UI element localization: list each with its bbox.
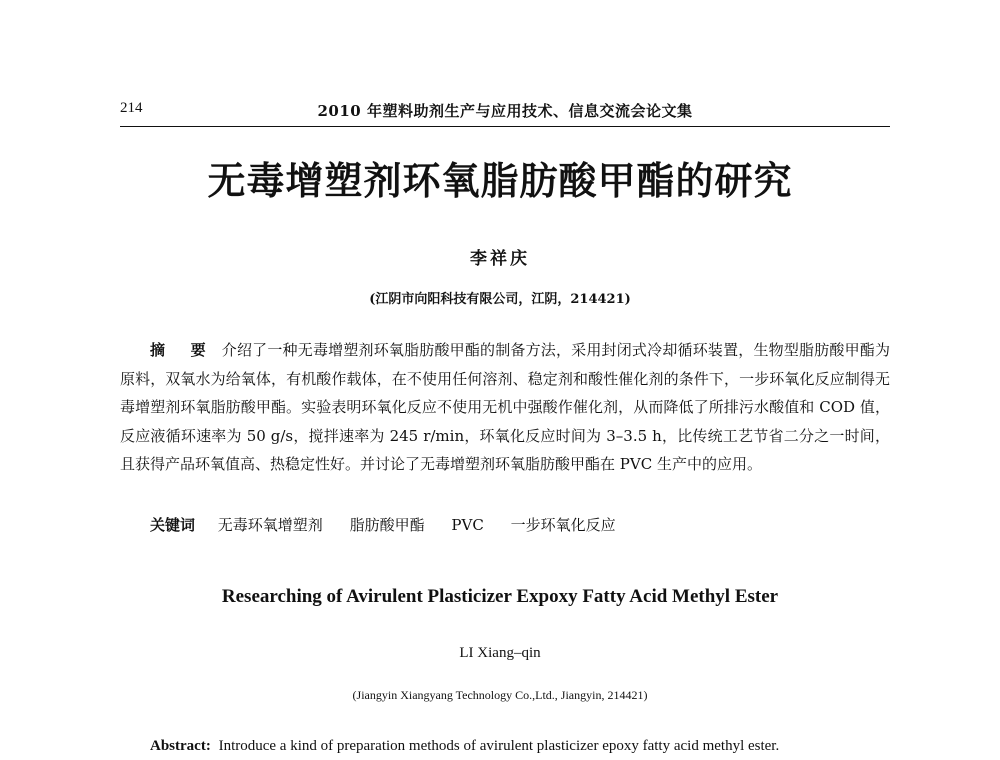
header-rule bbox=[120, 126, 890, 127]
affiliation-en: (Jiangyin Xiangyang Technology Co.,Ltd., Jiangyin, 214421) bbox=[352, 688, 648, 702]
keyword-item: PVC bbox=[451, 516, 484, 534]
abstract-cn-label: 摘 要 bbox=[150, 341, 216, 359]
running-title: 2010 年塑料助剂生产与应用技术、信息交流会论文集 bbox=[317, 102, 693, 120]
abstract-en-label: Abstract: bbox=[150, 738, 211, 754]
author-cn: 李祥庆 bbox=[470, 249, 530, 269]
paper-title-cn: 无毒增塑剂环氧脂肪酸甲酯的研究 bbox=[207, 158, 793, 203]
keyword-item: 一步环氧化反应 bbox=[510, 516, 616, 534]
abstract-en bbox=[150, 738, 910, 755]
keywords-cn bbox=[150, 513, 890, 537]
abstract-cn bbox=[120, 336, 890, 479]
abstract-cn-text: 介绍了一种无毒增塑剂环氧脂肪酸甲酯的制备方法，采用封闭式冷却循环装置，生物型脂肪酸甲酯为原料，双氧水为给氧体，有机酸作载体，在不使用任何溶剂、稳定剂和酸性催化剂的条件下，一步环氧化反应制得无毒增塑剂环氧脂肪酸甲酯。实验表明环氧化反应不使用无机中强酸作催化剂，从而降低了所排污水酸值和 COD 值，反应液循环速率为 50 g/s，搅拌速率为 245 r/min，环氧化反应时间为 3–3.5 h，比传统工艺节省二分之一时间，且获得产品环氧值高、热稳定性好。并讨论了无毒增塑剂环氧脂肪酸甲酯在 PVC 生产中的应用。 bbox=[120, 341, 890, 473]
keyword-item: 无毒环氧增塑剂 bbox=[217, 516, 323, 534]
affiliation-cn: (江阴市向阳科技有限公司，江阴，214421) bbox=[369, 292, 631, 307]
page-number: 214 bbox=[120, 100, 143, 116]
abstract-en-text: Introduce a kind of preparation methods of avirulent plasticizer epoxy fatty acid methyl ester. bbox=[218, 738, 780, 754]
author-en: LI Xiang–qin bbox=[459, 645, 541, 661]
running-header bbox=[120, 100, 890, 122]
keywords-cn-label: 关键词 bbox=[150, 516, 196, 534]
paper-title-en: Researching of Avirulent Plasticizer Expoxy Fatty Acid Methyl Ester bbox=[221, 586, 779, 607]
keyword-item: 脂肪酸甲酯 bbox=[349, 516, 425, 534]
